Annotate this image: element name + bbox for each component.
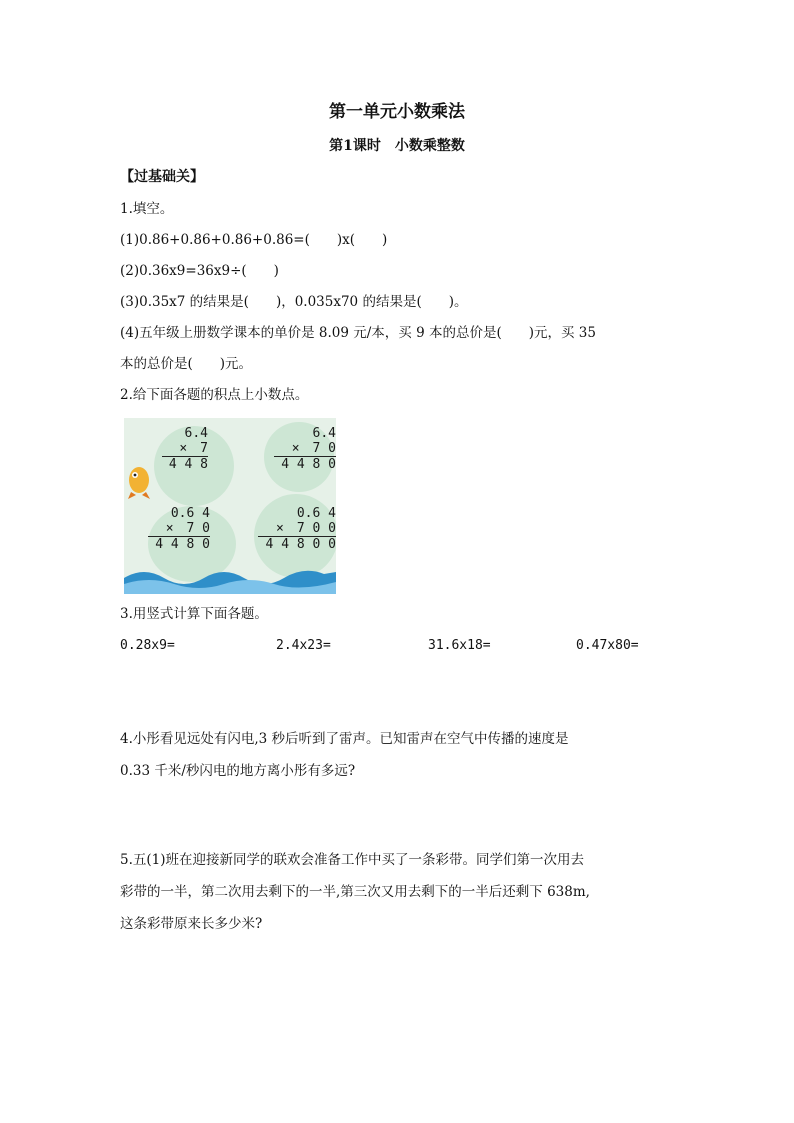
calc-1 <box>162 426 208 472</box>
q5-line-3: 这条彩带原来长多少米? <box>120 916 263 932</box>
q3-expr-1: 0.28x9= <box>120 638 175 653</box>
q5-line-2: 彩带的一半，第二次用去剩下的一半,第三次又用去剩下的一半后还剩下 638m, <box>120 884 590 900</box>
calc-3-product: 4 4 8 0 <box>148 536 210 552</box>
q1-item-4: (4)五年级上册数学课本的单价是 8.09 元/本，买 9 本的总价是( )元，买 35 <box>120 325 596 341</box>
calc-4-product: 4 4 8 0 0 <box>258 536 336 552</box>
calc-3-multiplier: × 7 0 <box>165 521 210 536</box>
calc-1-multiplicand: 6.4 <box>184 426 208 441</box>
calc-2 <box>274 426 336 472</box>
calc-2-product: 4 4 8 0 <box>274 456 336 472</box>
waves-decoration <box>124 564 336 594</box>
multiplication-figure <box>124 418 336 594</box>
q1-item-3: (3)0.35x7 的结果是( )，0.035x70 的结果是( )。 <box>120 294 468 310</box>
calc-4-multiplicand: 0.6 4 <box>296 506 336 521</box>
q4-line-2: 0.33 千米/秒闪电的地方离小彤有多远? <box>120 763 356 779</box>
calc-1-multiplier: × 7 <box>179 441 208 456</box>
calc-2-multiplier: × 7 0 <box>291 441 336 456</box>
q2-heading: 2.给下面各题的积点上小数点。 <box>120 387 309 403</box>
cartoon-fish-icon <box>126 462 152 500</box>
q3-expr-3: 31.6x18= <box>428 638 491 653</box>
section-heading: 【过基础关】 <box>120 169 204 185</box>
calc-4-multiplier: × 7 0 0 <box>276 521 336 536</box>
q1-item-1: (1)0.86+0.86+0.86+0.86=( )x( ) <box>120 232 388 248</box>
calc-3-multiplicand: 0.6 4 <box>170 506 210 521</box>
calc-3 <box>148 506 210 552</box>
page-title: 第一单元小数乘法 <box>329 102 465 122</box>
q3-expr-4: 0.47x80= <box>576 638 639 653</box>
calc-4 <box>258 506 336 552</box>
calc-2-multiplicand: 6.4 <box>312 426 336 441</box>
q4-line-1: 4.小彤看见远处有闪电,3 秒后听到了雷声。已知雷声在空气中传播的速度是 <box>120 731 569 747</box>
q3-heading: 3.用竖式计算下面各题。 <box>120 606 268 622</box>
q1-item-4-continued: 本的总价是( )元。 <box>120 356 253 372</box>
calc-1-product: 4 4 8 <box>162 456 208 472</box>
lesson-subtitle: 第1课时 小数乘整数 <box>329 138 465 154</box>
q5-line-1: 5.五(1)班在迎接新同学的联欢会准备工作中买了一条彩带。同学们第一次用去 <box>120 852 585 868</box>
q1-item-2: (2)0.36x9=36x9÷( ) <box>120 263 279 279</box>
q1-heading: 1.填空。 <box>120 201 174 217</box>
q3-expr-2: 2.4x23= <box>276 638 331 653</box>
